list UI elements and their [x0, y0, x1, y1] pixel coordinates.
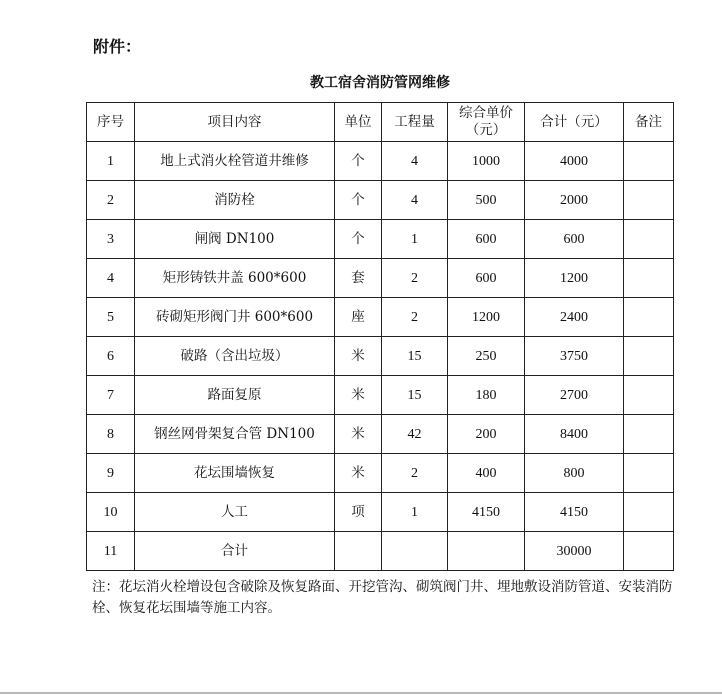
- cell-item: 钢丝网骨架复合管 DN100: [135, 415, 335, 454]
- cell-remark: [624, 298, 674, 337]
- cell-unit-price: 1000: [448, 142, 525, 181]
- cell-quantity: 2: [382, 454, 448, 493]
- cell-total: 3750: [525, 337, 624, 376]
- cell-unit: 项: [335, 493, 382, 532]
- cell-quantity: 15: [382, 376, 448, 415]
- attachment-label: 附件：: [93, 37, 142, 56]
- header-unit-price: [448, 103, 525, 142]
- cell-item: 破路（含出垃圾）: [135, 337, 335, 376]
- cell-item: 地上式消火栓管道井维修: [135, 142, 335, 181]
- cell-unit-price: 600: [448, 220, 525, 259]
- cell-unit-price: 180: [448, 376, 525, 415]
- cell-total: 4150: [525, 493, 624, 532]
- table-row: [87, 337, 674, 376]
- footnote: 注：花坛消火栓增设包含破除及恢复路面、开挖管沟、砌筑阀门井、埋地敷设消防管道、安装消防栓、恢复花坛围墙等施工内容。: [92, 579, 673, 616]
- header-unit: 单位: [335, 103, 382, 142]
- cell-quantity: 1: [382, 220, 448, 259]
- cell-unit-price: 200: [448, 415, 525, 454]
- cell-unit: 米: [335, 376, 382, 415]
- cell-unit-price: 400: [448, 454, 525, 493]
- cell-total: 2400: [525, 298, 624, 337]
- cell-remark: [624, 493, 674, 532]
- table-row: [87, 415, 674, 454]
- table-row: [87, 493, 674, 532]
- cell-item: 合计: [135, 532, 335, 571]
- cell-total: 4000: [525, 142, 624, 181]
- cell-unit-price: 500: [448, 181, 525, 220]
- table-header-row: [87, 103, 674, 142]
- cell-unit-price: 250: [448, 337, 525, 376]
- cell-index: 1: [87, 142, 135, 181]
- cell-item: 砖砌矩形阀门井 600*600: [135, 298, 335, 337]
- cell-unit: 米: [335, 415, 382, 454]
- cell-index: 4: [87, 259, 135, 298]
- table-body: [87, 142, 674, 571]
- cell-remark: [624, 415, 674, 454]
- cell-item: 路面复原: [135, 376, 335, 415]
- cell-unit: 个: [335, 220, 382, 259]
- table-row: [87, 454, 674, 493]
- cell-item: 矩形铸铁井盖 600*600: [135, 259, 335, 298]
- cell-unit: 套: [335, 259, 382, 298]
- cell-index: 5: [87, 298, 135, 337]
- cell-unit: 个: [335, 181, 382, 220]
- header-unit-price-line1: 综合单价: [459, 105, 513, 121]
- cell-remark: [624, 454, 674, 493]
- cell-index: 8: [87, 415, 135, 454]
- header-index: 序号: [87, 103, 135, 142]
- cell-total: 1200: [525, 259, 624, 298]
- cell-unit: 个: [335, 142, 382, 181]
- table-row: [87, 181, 674, 220]
- header-quantity: 工程量: [382, 103, 448, 142]
- cell-unit: 米: [335, 454, 382, 493]
- cell-quantity: 2: [382, 259, 448, 298]
- cell-item: 消防栓: [135, 181, 335, 220]
- cell-item: 人工: [135, 493, 335, 532]
- header-remark: 备注: [624, 103, 674, 142]
- table-row: [87, 259, 674, 298]
- header-unit-price-line2: （元）: [465, 122, 507, 138]
- cell-remark: [624, 259, 674, 298]
- cell-total: 8400: [525, 415, 624, 454]
- cell-quantity: [382, 532, 448, 571]
- table-row: [87, 532, 674, 571]
- cell-total: 2000: [525, 181, 624, 220]
- cell-quantity: 15: [382, 337, 448, 376]
- page-bottom-divider: [0, 692, 722, 694]
- cell-remark: [624, 220, 674, 259]
- table-row: [87, 376, 674, 415]
- cell-total: 600: [525, 220, 624, 259]
- cost-table: [86, 102, 674, 571]
- cell-remark: [624, 376, 674, 415]
- cell-index: 9: [87, 454, 135, 493]
- cell-quantity: 2: [382, 298, 448, 337]
- cell-index: 3: [87, 220, 135, 259]
- cell-unit-price: 1200: [448, 298, 525, 337]
- cell-quantity: 1: [382, 493, 448, 532]
- cell-unit: 座: [335, 298, 382, 337]
- cell-remark: [624, 532, 674, 571]
- cell-remark: [624, 337, 674, 376]
- cell-remark: [624, 181, 674, 220]
- cell-index: 7: [87, 376, 135, 415]
- cell-unit-price: 600: [448, 259, 525, 298]
- table-row: [87, 142, 674, 181]
- cell-total: 800: [525, 454, 624, 493]
- cell-quantity: 4: [382, 142, 448, 181]
- cell-index: 6: [87, 337, 135, 376]
- cell-unit: [335, 532, 382, 571]
- document-title: 教工宿舍消防管网维修: [310, 75, 450, 91]
- cell-unit-price: 4150: [448, 493, 525, 532]
- cell-quantity: 42: [382, 415, 448, 454]
- cell-index: 11: [87, 532, 135, 571]
- cell-unit-price: [448, 532, 525, 571]
- cell-item: 花坛围墙恢复: [135, 454, 335, 493]
- table-row: [87, 298, 674, 337]
- cell-index: 10: [87, 493, 135, 532]
- cell-quantity: 4: [382, 181, 448, 220]
- header-item: 项目内容: [135, 103, 335, 142]
- cell-index: 2: [87, 181, 135, 220]
- cell-item: 闸阀 DN100: [135, 220, 335, 259]
- cell-unit: 米: [335, 337, 382, 376]
- cell-remark: [624, 142, 674, 181]
- header-total: 合计（元）: [525, 103, 624, 142]
- cell-total: 2700: [525, 376, 624, 415]
- cell-total: 30000: [525, 532, 624, 571]
- table-row: [87, 220, 674, 259]
